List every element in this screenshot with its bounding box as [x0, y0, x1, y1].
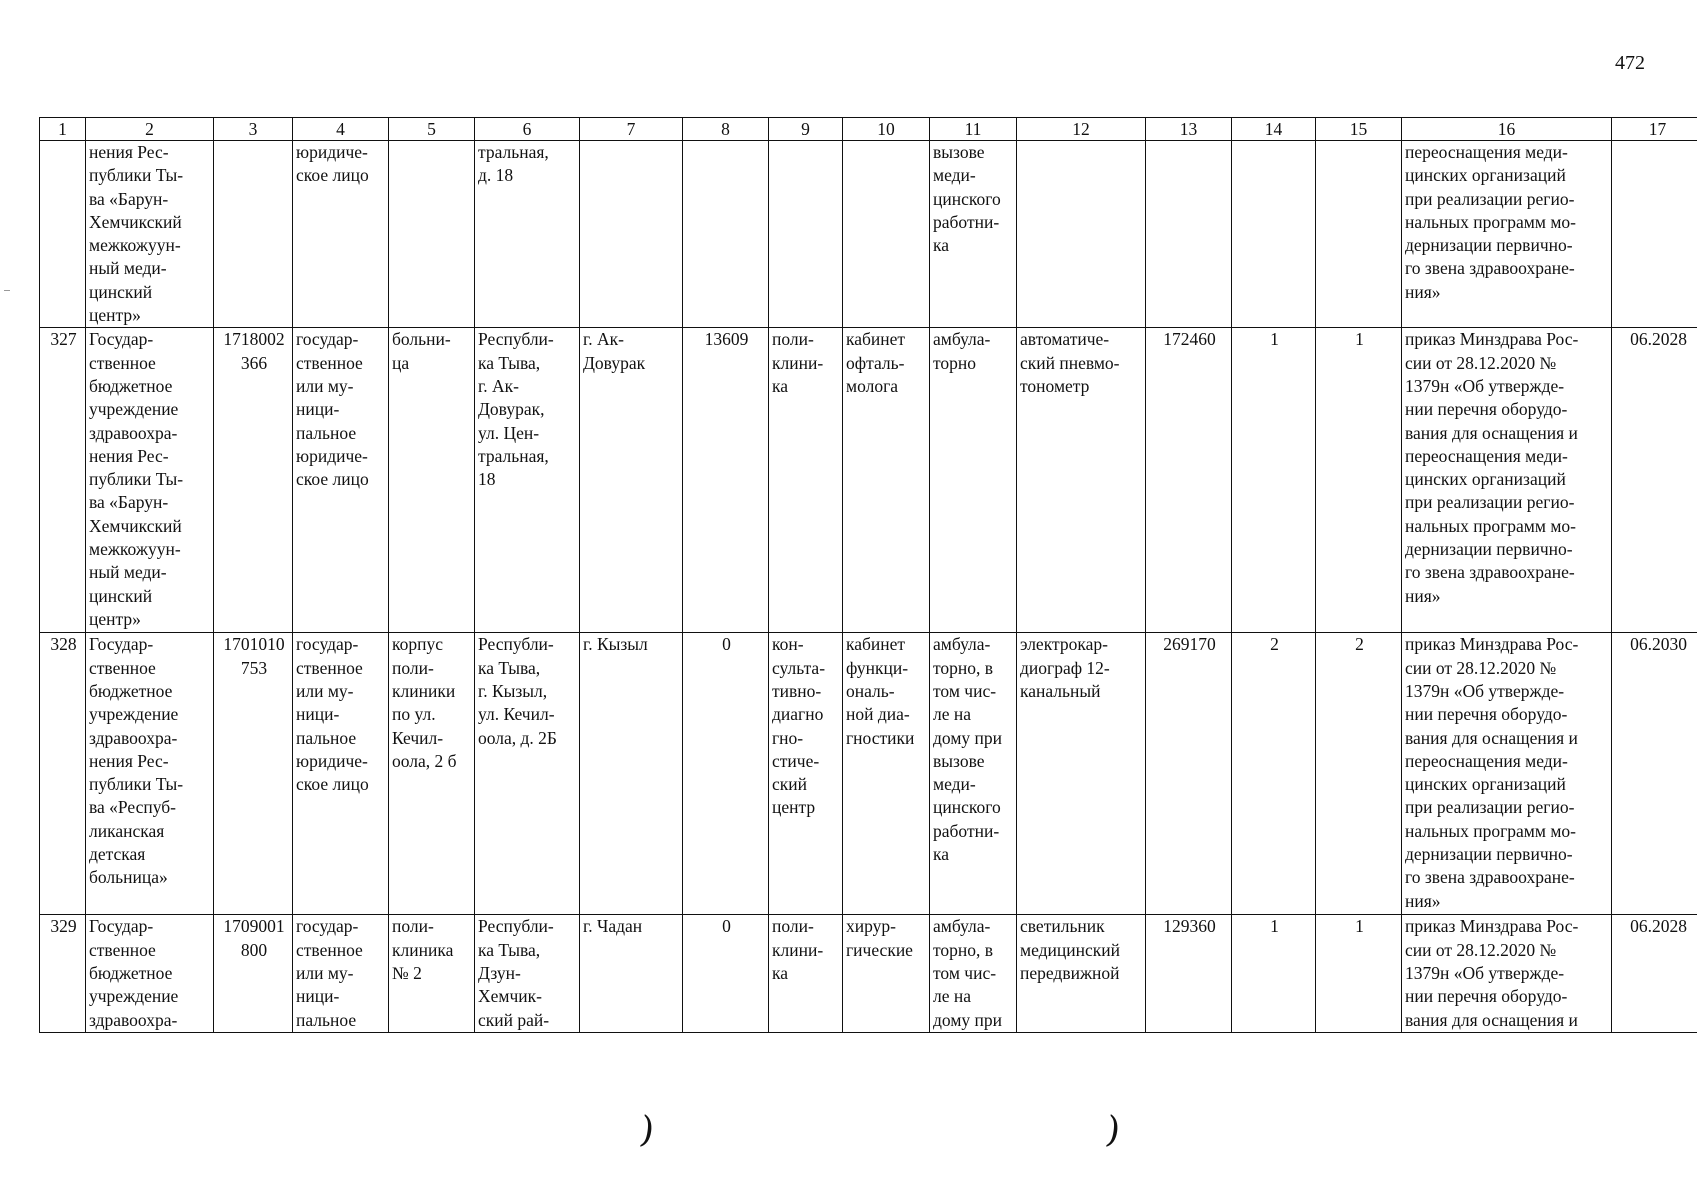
column-header: 2	[86, 118, 214, 141]
column-header: 9	[769, 118, 843, 141]
row-number-cell: 329	[40, 915, 86, 1032]
unit-type-cell	[769, 141, 843, 328]
unit-type-cell: поли- клини- ка	[769, 915, 843, 1032]
population-cell: 0	[683, 633, 769, 915]
structural-unit-cell: корпус поли- клиники по ул. Кечил- оола, 2 б	[389, 633, 475, 915]
address-cell: тральная, д. 18	[475, 141, 580, 328]
row-number-cell	[40, 141, 86, 328]
handwritten-mark-right: )	[1103, 1109, 1123, 1152]
structural-unit-cell: поли- клиника № 2	[389, 915, 475, 1032]
equipment-name-cell: электрокар- диограф 12- канальный	[1017, 633, 1146, 915]
inn-cell	[214, 141, 293, 328]
column-header: 7	[580, 118, 683, 141]
legal-form-cell: юридиче- ское лицо	[293, 141, 389, 328]
deadline-cell: 06.2028	[1612, 915, 1697, 1032]
scan-edge-mark	[4, 290, 10, 291]
column-number-header-row	[40, 118, 1697, 141]
column-header: 10	[843, 118, 930, 141]
population-cell: 0	[683, 915, 769, 1032]
locality-cell: г. Ак- Довурак	[580, 328, 683, 633]
table-row-continuation	[40, 141, 1697, 328]
column-header: 17	[1612, 118, 1697, 141]
inn-cell: 1718002 366	[214, 328, 293, 633]
deadline-cell	[1612, 141, 1697, 328]
equipment-name-cell: светильник медицинский передвижной	[1017, 915, 1146, 1032]
equipment-name-cell: автоматиче- ский пневмо- тонометр	[1017, 328, 1146, 633]
quantity-required-cell	[1232, 141, 1316, 328]
inn-cell: 1701010 753	[214, 633, 293, 915]
column-header: 6	[475, 118, 580, 141]
locality-cell: г. Чадан	[580, 915, 683, 1032]
quantity-required-cell: 1	[1232, 328, 1316, 633]
care-conditions-cell: вызове меди- цинского работни- ка	[930, 141, 1017, 328]
table-row-328	[40, 633, 1697, 915]
regulation-cell: переоснащения меди- цинских организаций при реализации регио- нальных программ мо- дернизации первично- го звена здравоохране- ния»	[1402, 141, 1612, 328]
legal-form-cell: государ- ственное или му- ници- пальное	[293, 915, 389, 1032]
unit-type-cell: кон- сульта- тивно- диагно гно- стиче- ский центр	[769, 633, 843, 915]
table-row-327	[40, 328, 1697, 633]
care-conditions-cell: амбула- торно	[930, 328, 1017, 633]
structural-unit-cell	[389, 141, 475, 328]
regulation-cell: приказ Минздрава Рос- сии от 28.12.2020 № 1379н «Об утвержде- нии перечня оборудо- вания для оснащения и переоснащения меди- цинских организаций при реализации регио- нальных программ мо- дернизации первично- го звена здравоохране- ния»	[1402, 633, 1612, 915]
quantity-planned-cell: 2	[1316, 633, 1402, 915]
quantity-planned-cell	[1316, 141, 1402, 328]
equipment-code-cell: 129360	[1146, 915, 1232, 1032]
address-cell: Республи- ка Тыва, г. Ак- Довурак, ул. Цен- тральная, 18	[475, 328, 580, 633]
column-header: 8	[683, 118, 769, 141]
row-number-cell: 328	[40, 633, 86, 915]
equipment-code-cell	[1146, 141, 1232, 328]
care-conditions-cell: амбула- торно, в том чис- ле на дому при	[930, 915, 1017, 1032]
column-header: 5	[389, 118, 475, 141]
cabinet-cell: хирур- гические	[843, 915, 930, 1032]
quantity-planned-cell: 1	[1316, 328, 1402, 633]
deadline-cell: 06.2028	[1612, 328, 1697, 633]
institution-name-cell: Государ- ственное бюджетное учреждение здравоохра- нения Рес- публики Ты- ва «Барун- Хемчикский межкожуун- ный меди- цинский центр»	[86, 328, 214, 633]
legal-form-cell: государ- ственное или му- ници- пальное юридиче- ское лицо	[293, 328, 389, 633]
handwritten-mark-left: )	[637, 1109, 657, 1152]
unit-type-cell: поли- клини- ка	[769, 328, 843, 633]
population-cell	[683, 141, 769, 328]
column-header: 14	[1232, 118, 1316, 141]
institution-name-cell: Государ- ственное бюджетное учреждение здравоохра-	[86, 915, 214, 1032]
column-header: 16	[1402, 118, 1612, 141]
page-number: 472	[1615, 52, 1645, 74]
column-header: 11	[930, 118, 1017, 141]
institution-name-cell: Государ- ственное бюджетное учреждение здравоохра- нения Рес- публики Ты- ва «Респуб- ликанская детская больница»	[86, 633, 214, 915]
quantity-required-cell: 2	[1232, 633, 1316, 915]
inn-cell: 1709001 800	[214, 915, 293, 1032]
legal-form-cell: государ- ственное или му- ници- пальное юридиче- ское лицо	[293, 633, 389, 915]
equipment-code-cell: 172460	[1146, 328, 1232, 633]
column-header: 1	[40, 118, 86, 141]
cabinet-cell: кабинет функци- ональ- ной диа- гностики	[843, 633, 930, 915]
column-header: 3	[214, 118, 293, 141]
care-conditions-cell: амбула- торно, в том чис- ле на дому при вызове меди- цинского работни- ка	[930, 633, 1017, 915]
population-cell: 13609	[683, 328, 769, 633]
column-header: 15	[1316, 118, 1402, 141]
address-cell: Республи- ка Тыва, Дзун- Хемчик- ский рай-	[475, 915, 580, 1032]
column-header: 12	[1017, 118, 1146, 141]
quantity-planned-cell: 1	[1316, 915, 1402, 1032]
cabinet-cell	[843, 141, 930, 328]
column-header: 4	[293, 118, 389, 141]
equipment-name-cell	[1017, 141, 1146, 328]
locality-cell: г. Кызыл	[580, 633, 683, 915]
locality-cell	[580, 141, 683, 328]
equipment-code-cell: 269170	[1146, 633, 1232, 915]
structural-unit-cell: больни- ца	[389, 328, 475, 633]
deadline-cell: 06.2030	[1612, 633, 1697, 915]
cabinet-cell: кабинет офталь- молога	[843, 328, 930, 633]
regulation-cell: приказ Минздрава Рос- сии от 28.12.2020 № 1379н «Об утвержде- нии перечня оборудо- вания для оснащения и переоснащения меди- цинских организаций при реализации регио- нальных программ мо- дернизации первично- го звена здравоохране- ния»	[1402, 328, 1612, 633]
quantity-required-cell: 1	[1232, 915, 1316, 1032]
column-header: 13	[1146, 118, 1232, 141]
address-cell: Республи- ка Тыва, г. Кызыл, ул. Кечил- оола, д. 2Б	[475, 633, 580, 915]
row-number-cell: 327	[40, 328, 86, 633]
institution-name-cell: нения Рес- публики Ты- ва «Барун- Хемчикский межкожуун- ный меди- цинский центр»	[86, 141, 214, 328]
equipment-registry-table	[39, 117, 1697, 1033]
table-row-329	[40, 915, 1697, 1032]
regulation-cell: приказ Минздрава Рос- сии от 28.12.2020 № 1379н «Об утвержде- нии перечня оборудо- вания для оснащения и	[1402, 915, 1612, 1032]
